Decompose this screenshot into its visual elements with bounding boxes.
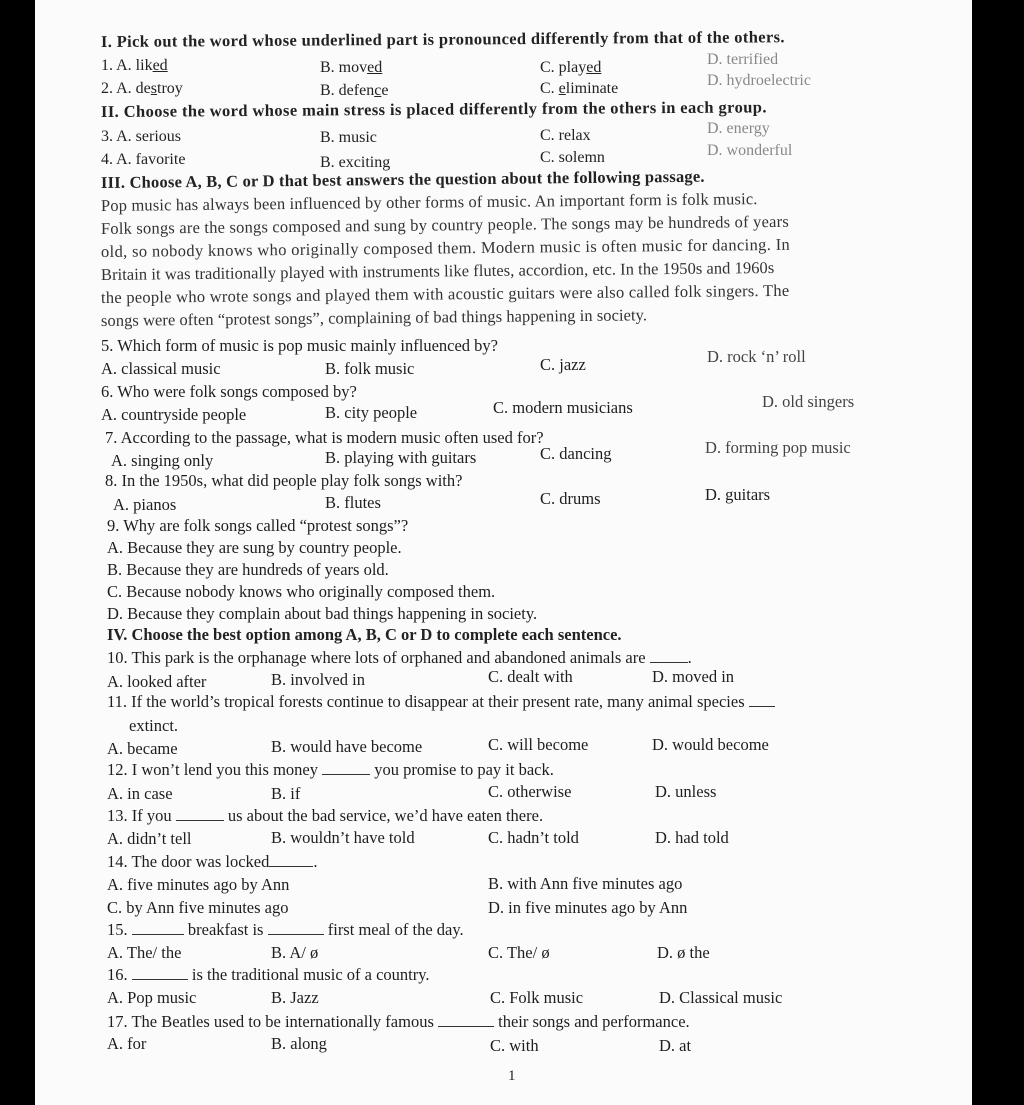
q3-option-c: C. relax — [540, 127, 591, 144]
q1-option-c: C. played — [540, 59, 602, 76]
q8-option-c: C. drums — [540, 489, 601, 508]
q5-stem: 5. Which form of music is pop music mainly influenced by? — [101, 336, 498, 355]
q12-option-b: B. if — [271, 784, 301, 803]
passage-line-2: Folk songs are the songs composed and sung by country people. The songs may be hundreds of years — [100, 211, 790, 238]
q8-option-a: A. pianos — [113, 495, 177, 514]
q7-option-b: B. playing with guitars — [325, 448, 477, 467]
q3-option-a: 3. A. serious — [101, 128, 181, 145]
section-2-title: II. Choose the word whose main stress is placed differently from the others in each group. — [100, 97, 767, 121]
q3-option-b: B. music — [320, 129, 377, 146]
q9-stem: 9. Why are folk songs called “protest songs”? — [107, 516, 409, 535]
q13-option-b: B. wouldn’t have told — [271, 828, 415, 847]
q8-stem: 8. In the 1950s, what did people play folk songs with? — [105, 471, 463, 490]
q15-option-a: A. The/ the — [107, 943, 182, 962]
q13-stem: 13. If you us about the bad service, we’d have eaten there. — [107, 806, 544, 825]
q17-option-b: B. along — [271, 1034, 327, 1053]
q2-option-d: D. hydroelectric — [707, 72, 811, 89]
q10-option-b: B. involved in — [271, 670, 365, 689]
q15-stem: 15. breakfast is first meal of the day. — [107, 920, 464, 939]
q15-option-b: B. A/ ø — [271, 943, 319, 962]
q1-option-d: D. terrified — [707, 51, 779, 68]
q11-option-a: A. became — [107, 739, 178, 758]
q10-stem: 10. This park is the orphanage where lots of orphaned and abandoned animals are . — [107, 648, 692, 667]
q11-continuation: extinct. — [129, 716, 179, 735]
q7-option-d: D. forming pop music — [705, 438, 851, 457]
q12-option-d: D. unless — [655, 782, 717, 801]
passage-line-4: Britain it was traditionally played with instruments like flutes, accordion, etc. In the 1950s and 1960s — [100, 257, 775, 284]
q9-option-d: D. Because they complain about bad things happening in society. — [107, 604, 538, 623]
q12-option-c: C. otherwise — [488, 782, 572, 801]
q4-option-c: C. solemn — [540, 149, 605, 166]
q8-option-b: B. flutes — [325, 493, 381, 512]
q13-option-c: C. hadn’t told — [488, 828, 579, 847]
q7-option-a: A. singing only — [111, 451, 214, 470]
q10-option-a: A. looked after — [107, 672, 207, 691]
q6-option-d: D. old singers — [762, 392, 855, 411]
section-1-title: I. Pick out the word whose underlined part is pronounced differently from that of the others. — [100, 27, 785, 51]
q9-option-b: B. Because they are hundreds of years old. — [107, 560, 389, 579]
q11-option-c: C. will become — [488, 735, 589, 754]
q11-stem: 11. If the world’s tropical forests continue to disappear at their present rate, many animal species — [107, 692, 775, 712]
q17-option-a: A. for — [107, 1034, 147, 1053]
q17-option-c: C. with — [490, 1036, 539, 1055]
q9-option-a: A. Because they are sung by country people. — [107, 538, 402, 557]
page-number: 1 — [508, 1068, 516, 1084]
q11-option-d: D. would become — [652, 735, 769, 754]
q14-stem: 14. The door was locked . — [107, 852, 318, 871]
passage-line-5: the people who wrote songs and played them with acoustic guitars were also called folk singers. The — [100, 280, 790, 307]
q10-option-c: C. dealt with — [488, 667, 573, 686]
q13-option-d: D. had told — [655, 828, 729, 847]
q14-option-c: C. by Ann five minutes ago — [107, 898, 289, 917]
q1-option-a: 1. A. liked — [101, 57, 168, 74]
q4-option-d: D. wonderful — [707, 142, 793, 159]
q5-option-a: A. classical music — [101, 359, 221, 378]
section-3-title: III. Choose A, B, C or D that best answers the question about the following passage. — [100, 166, 705, 192]
q2-option-a: 2. A. destroy — [101, 80, 183, 97]
q11-option-b: B. would have become — [271, 737, 423, 756]
q1-option-b: B. moved — [320, 59, 383, 76]
q16-option-c: C. Folk music — [490, 988, 584, 1007]
q16-option-d: D. Classical music — [659, 988, 783, 1007]
q16-option-b: B. Jazz — [271, 988, 319, 1007]
q9-option-c: C. Because nobody knows who originally composed them. — [107, 582, 496, 601]
q15-option-c: C. The/ ø — [488, 943, 550, 962]
q6-option-b: B. city people — [325, 403, 418, 422]
worksheet-page — [35, 0, 972, 1105]
q12-stem: 12. I won’t lend you this money you promise to pay it back. — [107, 760, 554, 779]
q5-option-d: D. rock ‘n’ roll — [707, 347, 806, 366]
q5-option-b: B. folk music — [325, 359, 415, 378]
q13-option-a: A. didn’t tell — [107, 829, 192, 848]
q6-option-c: C. modern musicians — [493, 398, 633, 417]
passage-line-3: old, so nobody knows who originally composed them. Modern music is often music for dancing. In — [100, 234, 791, 261]
q17-option-d: D. at — [659, 1036, 692, 1055]
q2-option-c: C. eliminate — [540, 80, 619, 97]
q7-option-c: C. dancing — [540, 444, 612, 463]
q14-option-a: A. five minutes ago by Ann — [107, 875, 290, 894]
q6-option-a: A. countryside people — [101, 405, 247, 424]
q4-option-a: 4. A. favorite — [101, 151, 186, 168]
q16-option-a: A. Pop music — [107, 988, 197, 1007]
q12-option-a: A. in case — [107, 784, 173, 803]
section-4-title: IV. Choose the best option among A, B, C or D to complete each sentence. — [107, 625, 622, 644]
q3-option-d: D. energy — [707, 120, 770, 137]
q6-stem: 6. Who were folk songs composed by? — [101, 382, 357, 401]
q15-option-d: D. ø the — [657, 943, 710, 962]
q14-option-b: B. with Ann five minutes ago — [488, 874, 683, 893]
passage-line-1: Pop music has always been influenced by other forms of music. An important form is folk music. — [100, 189, 758, 215]
q2-option-b: B. defence — [320, 82, 389, 99]
q16-stem: 16. is the traditional music of a country. — [107, 965, 430, 984]
q14-option-d: D. in five minutes ago by Ann — [488, 898, 688, 917]
q17-stem: 17. The Beatles used to be internationally famous their songs and performance. — [107, 1012, 690, 1031]
q4-option-b: B. exciting — [320, 154, 391, 171]
q7-stem: 7. According to the passage, what is modern music often used for? — [105, 428, 544, 447]
q5-option-c: C. jazz — [540, 355, 586, 374]
q10-option-d: D. moved in — [652, 667, 735, 686]
q8-option-d: D. guitars — [705, 485, 771, 504]
passage-line-6: songs were often “protest songs”, complaining of bad things happening in society. — [100, 305, 648, 330]
